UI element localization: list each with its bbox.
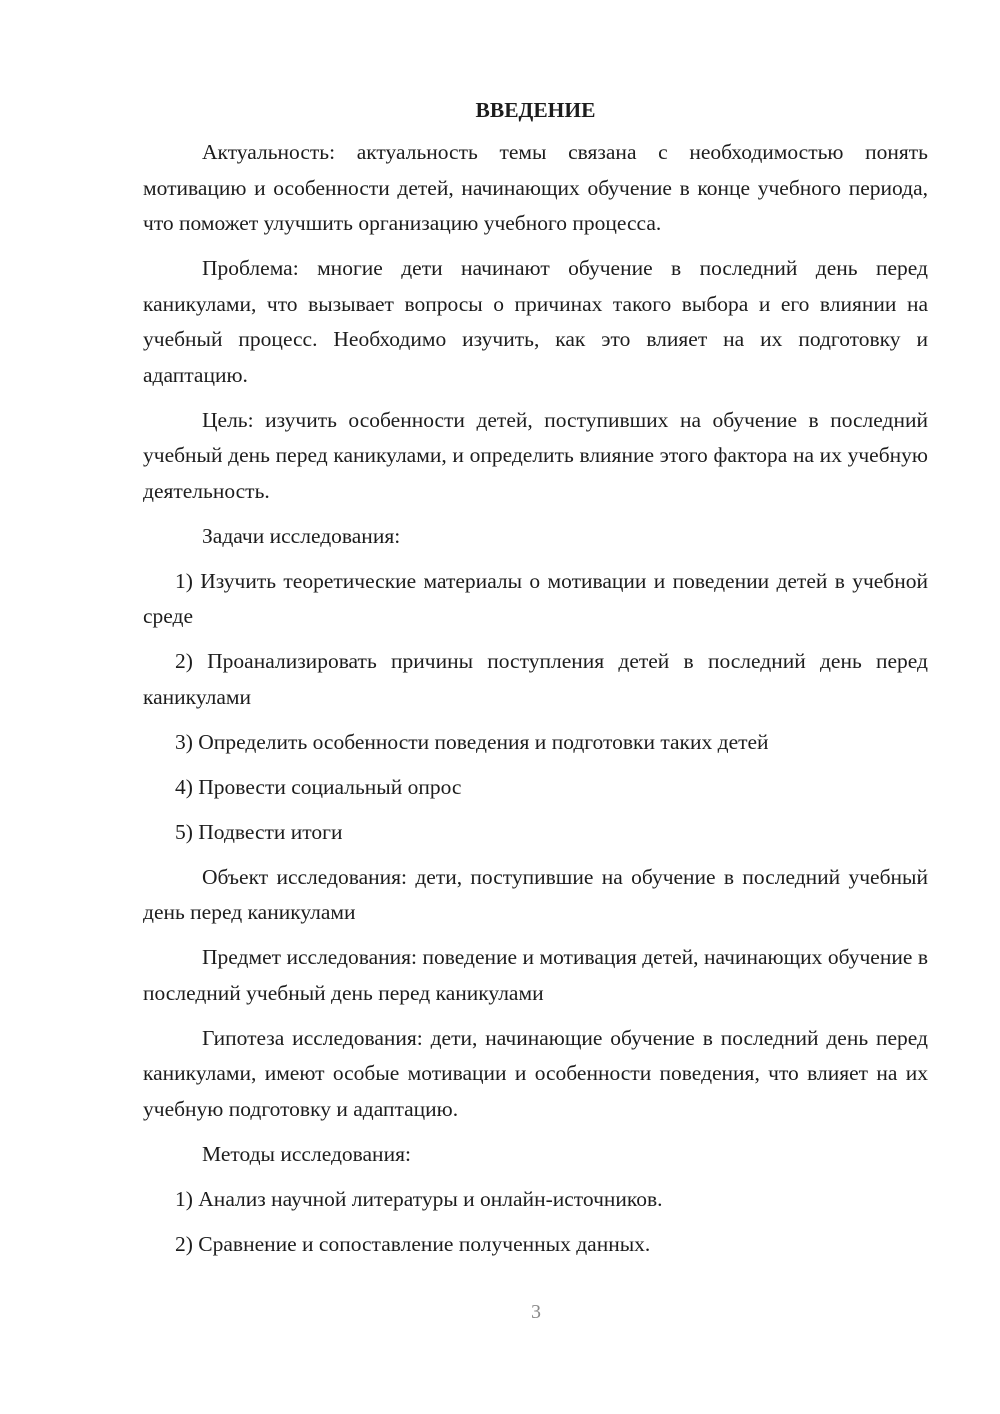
tasks-title: Задачи исследования:: [202, 523, 401, 548]
task-item-1: 1) Изучить теоретические материалы о мотивации и поведении детей в учебной среде: [143, 568, 928, 628]
method-item-2: 2) Сравнение и сопоставление полученных данных.: [175, 1231, 651, 1256]
relevance-paragraph: Актуальность: актуальность темы связана с необходимостью понять мотивацию и особенности детей, начинающих обучение в конце учебного периода, что поможет улучшить организацию учебного процесса.: [143, 140, 928, 235]
hypothesis-paragraph: Гипотеза исследования: дети, начинающие обучение в последний день перед каникулами, имеют особые мотивации и особенности поведения, что влияет на их учебную подготовку и адаптацию.: [143, 1025, 928, 1121]
page-title: ВВЕДЕНИЕ: [475, 98, 596, 122]
page-number: 3: [531, 1301, 541, 1323]
task-item-3: 3) Определить особенности поведения и подготовки таких детей: [175, 729, 769, 754]
goal-paragraph: Цель: изучить особенности детей, поступивших на обучение в последний учебный день перед каникулами, и определить влияние этого фактора на их учебную деятельность.: [143, 407, 928, 503]
object-paragraph: Объект исследования: дети, поступившие на обучение в последний учебный день перед каникулами: [143, 864, 928, 924]
task-item-4: 4) Провести социальный опрос: [175, 774, 462, 799]
methods-title: Методы исследования:: [202, 1141, 411, 1166]
problem-paragraph: Проблема: многие дети начинают обучение в последний день перед каникулами, что вызывает вопросы о причинах такого выбора и его влиянии на учебный процесс. Необходимо изучить, как это влияет на их подготовку и адаптацию.: [143, 256, 928, 387]
task-item-5: 5) Подвести итоги: [175, 819, 343, 844]
subject-paragraph: Предмет исследования: поведение и мотивация детей, начинающих обучение в последний учебный день перед каникулами: [143, 945, 928, 1005]
document-page: [143, 93, 928, 1272]
task-item-2: 2) Проанализировать причины поступления детей в последний день перед каникулами: [143, 649, 928, 709]
method-item-1: 1) Анализ научной литературы и онлайн-источников.: [175, 1186, 663, 1211]
